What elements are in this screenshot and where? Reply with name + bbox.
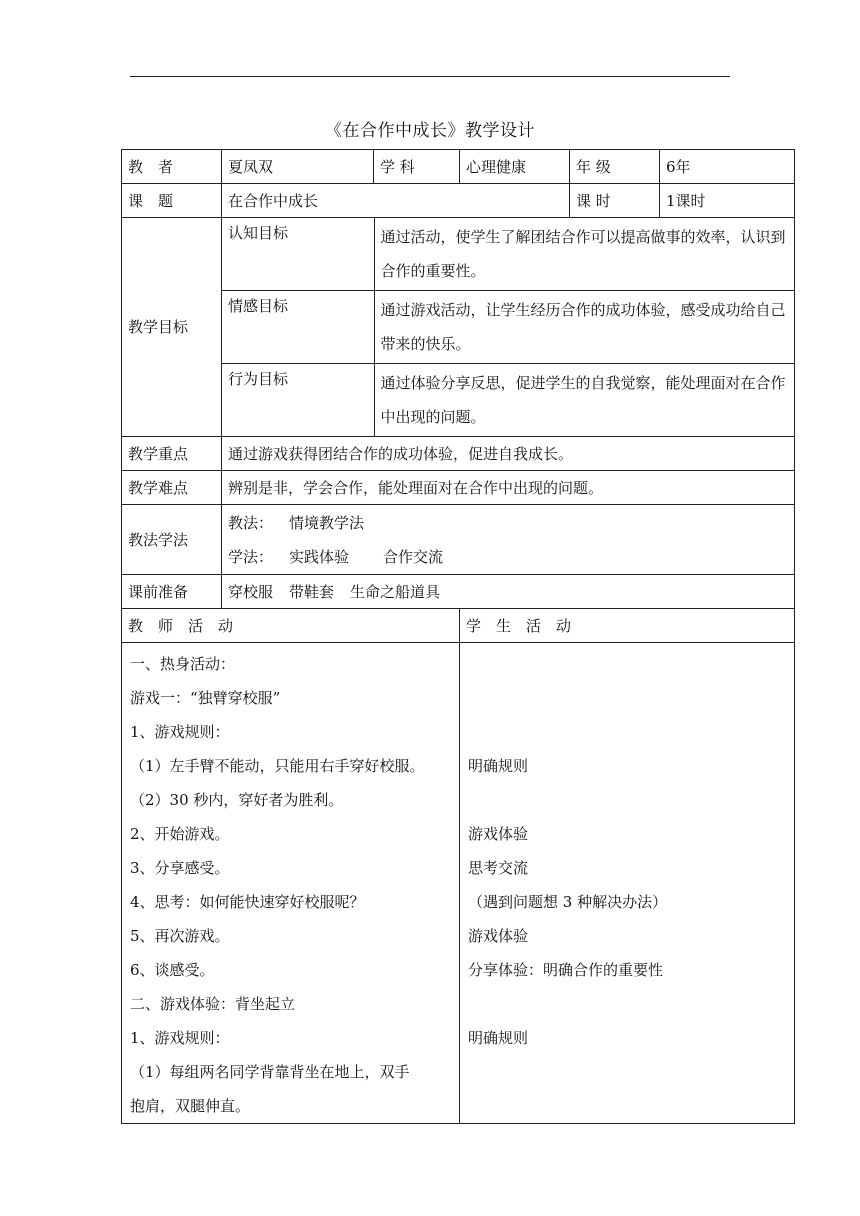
student-line: 游戏体验	[468, 825, 529, 843]
teacher-line: 6、谈感受。	[130, 961, 215, 979]
student-line: （遇到问题想 3 种解决办法）	[468, 893, 668, 911]
teacher-line: 5、再次游戏。	[130, 927, 230, 945]
student-line	[468, 783, 788, 817]
teacher-line: 1、游戏规则：	[130, 723, 230, 741]
objective-row	[222, 364, 794, 437]
subject-value: 心理健康	[460, 150, 570, 184]
objective-text: 通过活动，使学生了解团结合作可以提高做事的效率，认识到合作的重要性。	[374, 218, 794, 291]
student-line	[468, 1089, 788, 1123]
learn-method-label: 学法：	[228, 547, 274, 566]
teacher-line: 游戏一：“独臂穿校服”	[130, 689, 281, 707]
teacher-line: 一、热身活动：	[130, 655, 236, 673]
difficulty-label: 教学难点	[122, 471, 222, 505]
objective-type: 情感目标	[222, 291, 374, 364]
objective-type: 行为目标	[222, 364, 374, 437]
objective-row	[222, 218, 794, 291]
student-line: 分享体验：明确合作的重要性	[468, 961, 664, 979]
teacher-line: 2、开始游戏。	[130, 825, 230, 843]
teacher-value: 夏凤双	[222, 150, 374, 184]
header-rule	[130, 76, 730, 77]
methods-row	[122, 505, 795, 575]
focus-row	[122, 437, 795, 471]
teaching-method	[228, 506, 788, 540]
student-line	[468, 1055, 788, 1089]
teacher-line: 1、游戏规则：	[130, 1029, 230, 1047]
activity-header-row	[122, 609, 795, 643]
info-row	[122, 150, 795, 184]
teacher-line: 3、分享感受。	[130, 859, 230, 877]
student-line: 明确规则	[468, 757, 529, 775]
prep-item: 穿校服	[228, 582, 274, 601]
teacher-line: （1）每组两名同学背靠背坐在地上，双手	[130, 1063, 410, 1081]
student-activity-header: 学 生 活 动	[460, 609, 795, 643]
focus-label: 教学重点	[122, 437, 222, 471]
document-title: 《在合作中成长》教学设计	[325, 121, 535, 141]
teach-method-label: 教法：	[228, 513, 274, 532]
prep-row	[122, 575, 795, 609]
prep-cell	[222, 575, 795, 609]
objective-text: 通过体验分享反思，促进学生的自我觉察，能处理面对在合作中出现的问题。	[380, 374, 786, 426]
activity-body-row	[122, 643, 795, 1124]
teacher-activity-header: 教 师 活 动	[122, 609, 460, 643]
lesson-plan-table	[121, 149, 795, 1124]
teacher-line: （1）左手臂不能动，只能用右手穿好校服。	[130, 757, 425, 775]
topic-row	[122, 184, 795, 218]
student-line	[468, 647, 788, 681]
teach-method-value: 情境教学法	[289, 513, 365, 532]
student-activity-cell	[460, 643, 795, 1124]
objective-text: 通过游戏活动，让学生经历合作的成功体验，感受成功给自己带来的快乐。	[374, 291, 794, 364]
teacher-line: （2）30 秒内，穿好者为胜利。	[130, 791, 344, 809]
teacher-label: 教 者	[122, 150, 222, 184]
subject-label: 学 科	[374, 150, 460, 184]
methods-label: 教法学法	[122, 505, 222, 575]
focus-text: 通过游戏获得团结合作的成功体验，促进自我成长。	[222, 437, 795, 471]
student-line: 思考交流	[468, 859, 529, 877]
teacher-activity-cell	[122, 643, 460, 1124]
student-line	[468, 987, 788, 1021]
learning-method	[228, 540, 788, 574]
difficulty-text: 辨别是非，学会合作，能处理面对在合作中出现的问题。	[222, 471, 795, 505]
grade-value: 6年	[660, 150, 795, 184]
objectives-label: 教学目标	[122, 218, 222, 437]
student-line	[468, 715, 788, 749]
prep-item: 带鞋套	[289, 582, 335, 601]
topic-label: 课 题	[122, 184, 222, 218]
objective-type: 认知目标	[222, 218, 374, 291]
prep-item: 生命之船道具	[350, 582, 441, 601]
difficulty-row	[122, 471, 795, 505]
student-line: 游戏体验	[468, 927, 529, 945]
grade-label: 年 级	[570, 150, 660, 184]
objectives-row	[122, 218, 795, 437]
objective-row	[222, 291, 794, 364]
hours-label: 课 时	[570, 184, 660, 218]
teacher-line: 4、思考：如何能快速穿好校服呢？	[130, 893, 365, 911]
teacher-line: 抱肩，双腿伸直。	[130, 1097, 251, 1115]
student-line	[468, 681, 788, 715]
methods-cell	[222, 505, 795, 575]
learn-method-value-2: 合作交流	[383, 547, 444, 566]
objectives-table	[222, 218, 794, 436]
hours-value: 1课时	[660, 184, 795, 218]
learn-method-value-1: 实践体验	[289, 547, 350, 566]
teacher-line: 二、游戏体验：背坐起立	[130, 995, 296, 1013]
prep-label: 课前准备	[122, 575, 222, 609]
topic-value: 在合作中成长	[222, 184, 570, 218]
student-line: 明确规则	[468, 1029, 529, 1047]
